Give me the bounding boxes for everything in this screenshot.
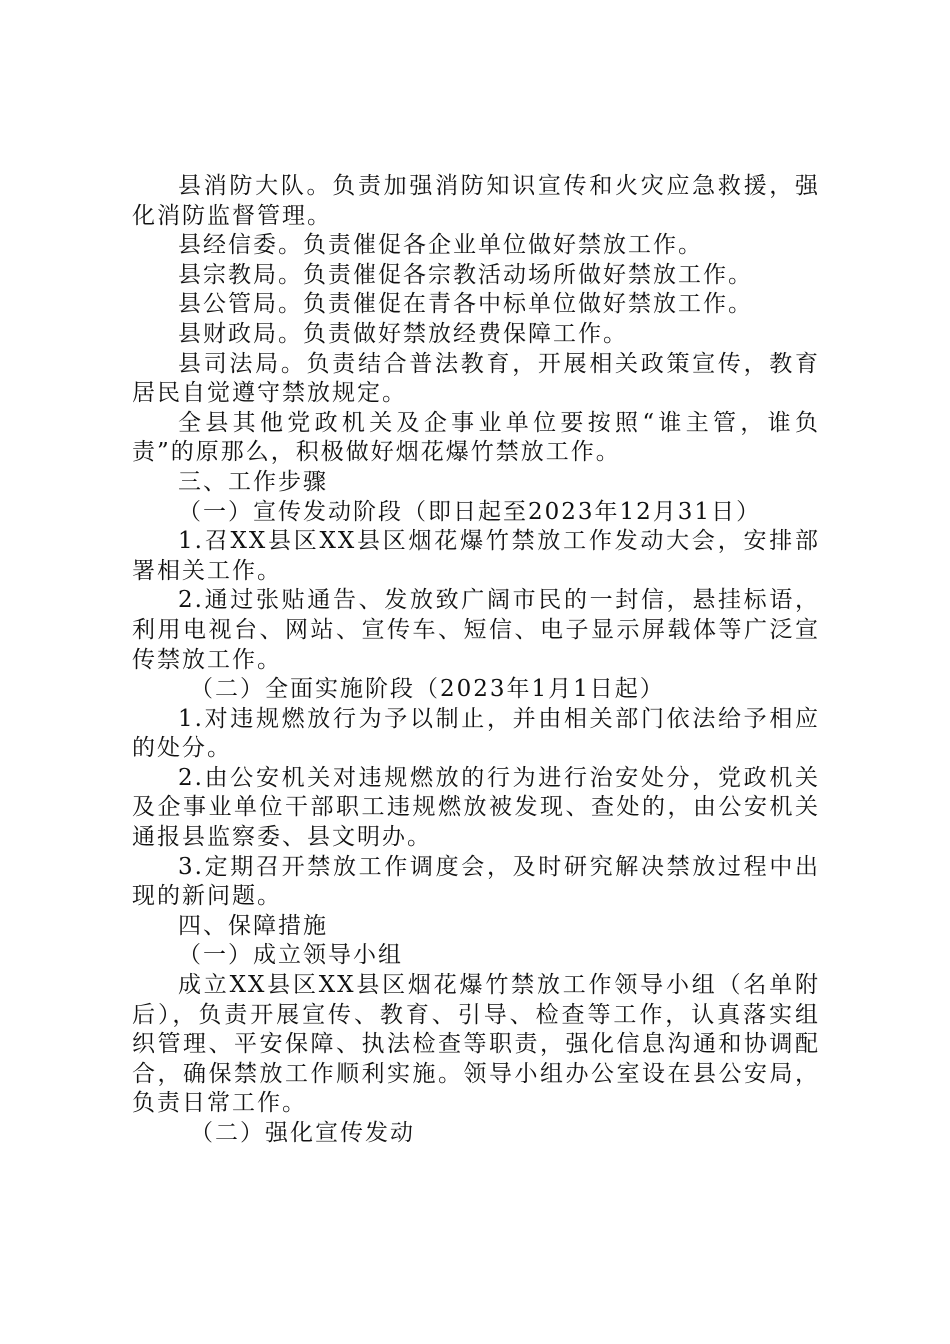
paragraph-finance-bureau: 县财政局。负责做好禁放经费保障工作。 xyxy=(178,320,628,347)
paragraph-economy-commission: 县经信委。负责催促各企业单位做好禁放工作。 xyxy=(178,232,703,259)
paragraph-public-management: 县公管局。负责催促在青各中标单位做好禁放工作。 xyxy=(178,291,753,318)
paragraph-justice-bureau: 县司法局。负责结合普法教育，开展相关政策宣传，教育居民自觉遵守禁放规定。 xyxy=(132,350,820,407)
section-heading-steps: 三、工作步骤 xyxy=(178,468,328,495)
subsection-heading-publicity-strengthen: （二）强化宣传发动 xyxy=(190,1120,415,1146)
paragraph-other-units: 全县其他党政机关及企事业单位要按照“谁主管，谁负责”的原那么，积极做好烟花爆竹禁放工作。 xyxy=(132,409,820,466)
subsection-heading-leadership: （一）成立领导小组 xyxy=(178,942,403,969)
section-heading-safeguards: 四、保障措施 xyxy=(178,912,328,939)
list-item-impl-1: 1.对违规燃放行为予以制止，并由相关部门依法给予相应的处分。 xyxy=(132,705,820,762)
list-item-impl-3: 3.定期召开禁放工作调度会，及时研究解决禁放过程中出现的新问题。 xyxy=(132,853,820,910)
list-item-step-1: 1.召XX县区XX县区烟花爆竹禁放工作发动大会，安排部署相关工作。 xyxy=(132,528,820,584)
document-body xyxy=(132,172,820,1149)
paragraph-fire-brigade: 县消防大队。负责加强消防知识宣传和火灾应急救援，强化消防监督管理。 xyxy=(132,173,820,229)
paragraph-leadership-group: 成立XX县区XX县区烟花爆竹禁放工作领导小组（名单附后），负责开展宣传、教育、引导、检查等工作，认真落实组织管理、平安保障、执法检查等职责，强化信息沟通和协调配合，确保禁放工作顺利实施。领导小组办公室设在县公安局，负责日常工作。 xyxy=(132,972,820,1117)
subsection-heading-implementation: （二）全面实施阶段（2023年1月1日起） xyxy=(190,676,665,703)
subsection-heading-publicity: （一）宣传发动阶段（即日起至2023年12月31日） xyxy=(178,498,762,525)
list-item-impl-2: 2.由公安机关对违规燃放的行为进行治安处分，党政机关及企事业单位干部职工违规燃放被发现、查处的，由公安机关通报县监察委、县文明办。 xyxy=(132,764,820,851)
paragraph-religion-bureau: 县宗教局。负责催促各宗教活动场所做好禁放工作。 xyxy=(178,261,753,288)
list-item-step-2: 2.通过张贴通告、发放致广阔市民的一封信，悬挂标语，利用电视台、网站、宣传车、短信、电子显示屏载体等广泛宣传禁放工作。 xyxy=(132,587,820,673)
